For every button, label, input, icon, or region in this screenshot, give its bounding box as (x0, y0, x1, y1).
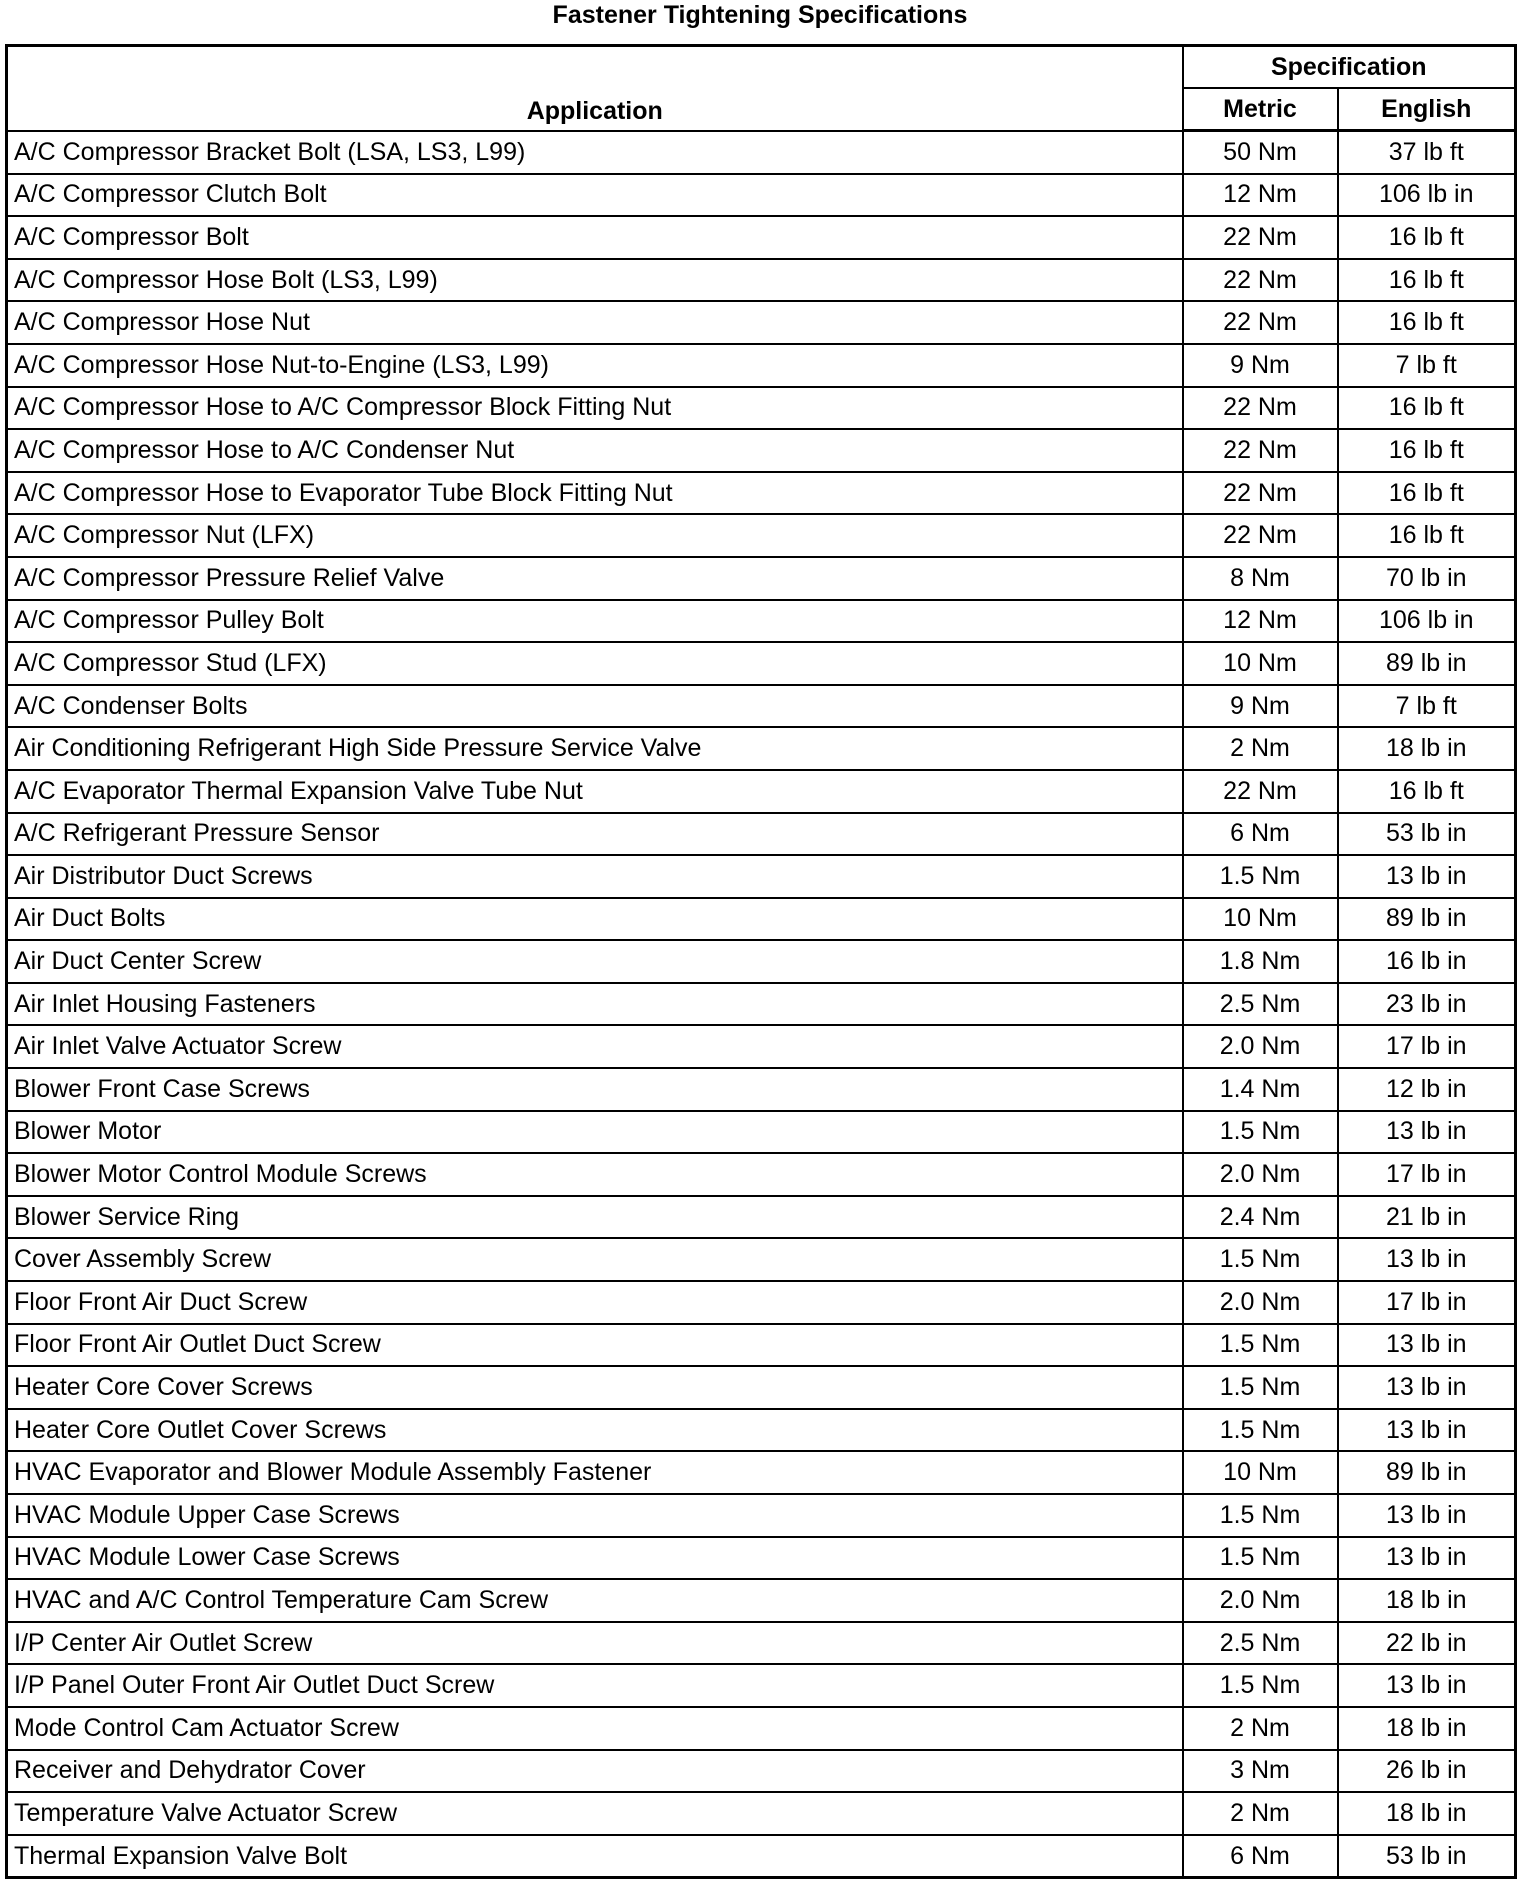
table-row (7, 472, 1516, 515)
cell-application: Blower Motor Control Module Screws (7, 1153, 1183, 1196)
cell-metric: 1.5 Nm (1183, 1366, 1338, 1409)
cell-metric: 50 Nm (1183, 131, 1338, 174)
cell-english: 13 lb in (1338, 1664, 1516, 1707)
cell-english: 106 lb in (1338, 600, 1516, 643)
table-row (7, 1451, 1516, 1494)
table-row (7, 557, 1516, 600)
cell-english: 7 lb ft (1338, 685, 1516, 728)
cell-english: 26 lb in (1338, 1750, 1516, 1793)
cell-english: 13 lb in (1338, 1366, 1516, 1409)
cell-application: A/C Evaporator Thermal Expansion Valve Tube Nut (7, 770, 1183, 813)
cell-english: 16 lb ft (1338, 429, 1516, 472)
cell-metric: 22 Nm (1183, 387, 1338, 430)
cell-metric: 22 Nm (1183, 216, 1338, 259)
cell-metric: 9 Nm (1183, 344, 1338, 387)
cell-metric: 22 Nm (1183, 301, 1338, 344)
cell-metric: 2 Nm (1183, 1707, 1338, 1750)
cell-english: 13 lb in (1338, 855, 1516, 898)
cell-english: 18 lb in (1338, 1579, 1516, 1622)
cell-english: 17 lb in (1338, 1153, 1516, 1196)
cell-application: Heater Core Outlet Cover Screws (7, 1409, 1183, 1452)
column-header-specification: Specification (1183, 46, 1516, 89)
cell-english: 13 lb in (1338, 1409, 1516, 1452)
cell-application: Cover Assembly Screw (7, 1238, 1183, 1281)
cell-metric: 2.5 Nm (1183, 983, 1338, 1026)
cell-english: 18 lb in (1338, 727, 1516, 770)
cell-metric: 6 Nm (1183, 1835, 1338, 1878)
cell-metric: 1.5 Nm (1183, 855, 1338, 898)
cell-application: A/C Condenser Bolts (7, 685, 1183, 728)
table-row (7, 131, 1516, 174)
cell-metric: 10 Nm (1183, 642, 1338, 685)
cell-application: A/C Compressor Hose Nut-to-Engine (LS3, L99) (7, 344, 1183, 387)
cell-english: 13 lb in (1338, 1324, 1516, 1367)
cell-english: 23 lb in (1338, 983, 1516, 1026)
table-row (7, 855, 1516, 898)
cell-application: A/C Compressor Nut (LFX) (7, 514, 1183, 557)
table-row (7, 259, 1516, 302)
spec-table (5, 44, 1517, 1879)
cell-application: Air Inlet Housing Fasteners (7, 983, 1183, 1026)
cell-application: A/C Compressor Hose Bolt (LS3, L99) (7, 259, 1183, 302)
table-row (7, 685, 1516, 728)
table-row (7, 387, 1516, 430)
table-row (7, 1068, 1516, 1111)
cell-english: 13 lb in (1338, 1111, 1516, 1154)
table-row (7, 1494, 1516, 1537)
table-row (7, 174, 1516, 217)
cell-application: Blower Service Ring (7, 1196, 1183, 1239)
table-row (7, 1792, 1516, 1835)
table-row (7, 1111, 1516, 1154)
table-row (7, 1579, 1516, 1622)
cell-application: Floor Front Air Outlet Duct Screw (7, 1324, 1183, 1367)
cell-application: HVAC Evaporator and Blower Module Assembly Fastener (7, 1451, 1183, 1494)
cell-metric: 9 Nm (1183, 685, 1338, 728)
cell-english: 89 lb in (1338, 898, 1516, 941)
cell-metric: 1.5 Nm (1183, 1664, 1338, 1707)
cell-english: 21 lb in (1338, 1196, 1516, 1239)
cell-metric: 10 Nm (1183, 1451, 1338, 1494)
cell-english: 18 lb in (1338, 1792, 1516, 1835)
cell-english: 16 lb ft (1338, 514, 1516, 557)
table-body (7, 131, 1516, 1878)
cell-english: 89 lb in (1338, 1451, 1516, 1494)
cell-english: 16 lb ft (1338, 387, 1516, 430)
cell-english: 16 lb ft (1338, 770, 1516, 813)
column-header-application: Application (7, 46, 1183, 131)
cell-metric: 6 Nm (1183, 813, 1338, 856)
cell-metric: 22 Nm (1183, 429, 1338, 472)
cell-metric: 2 Nm (1183, 727, 1338, 770)
cell-metric: 2.0 Nm (1183, 1153, 1338, 1196)
table-row (7, 1324, 1516, 1367)
table-row (7, 1664, 1516, 1707)
cell-application: Air Inlet Valve Actuator Screw (7, 1025, 1183, 1068)
cell-english: 17 lb in (1338, 1025, 1516, 1068)
table-row (7, 1409, 1516, 1452)
cell-english: 16 lb ft (1338, 472, 1516, 515)
table-row (7, 770, 1516, 813)
cell-metric: 3 Nm (1183, 1750, 1338, 1793)
cell-application: HVAC Module Lower Case Screws (7, 1537, 1183, 1580)
table-row (7, 813, 1516, 856)
cell-metric: 2 Nm (1183, 1792, 1338, 1835)
table-row (7, 216, 1516, 259)
column-header-metric: Metric (1183, 88, 1338, 131)
table-row (7, 940, 1516, 983)
cell-english: 16 lb in (1338, 940, 1516, 983)
cell-metric: 1.5 Nm (1183, 1409, 1338, 1452)
cell-application: Blower Motor (7, 1111, 1183, 1154)
cell-english: 22 lb in (1338, 1622, 1516, 1665)
cell-english: 53 lb in (1338, 1835, 1516, 1878)
cell-english: 12 lb in (1338, 1068, 1516, 1111)
cell-application: A/C Compressor Stud (LFX) (7, 642, 1183, 685)
cell-metric: 12 Nm (1183, 600, 1338, 643)
table-row (7, 600, 1516, 643)
cell-application: Blower Front Case Screws (7, 1068, 1183, 1111)
cell-english: 37 lb ft (1338, 131, 1516, 174)
table-row (7, 898, 1516, 941)
table-row (7, 727, 1516, 770)
cell-application: Mode Control Cam Actuator Screw (7, 1707, 1183, 1750)
cell-english: 89 lb in (1338, 642, 1516, 685)
cell-application: I/P Center Air Outlet Screw (7, 1622, 1183, 1665)
cell-application: I/P Panel Outer Front Air Outlet Duct Screw (7, 1664, 1183, 1707)
cell-metric: 2.0 Nm (1183, 1579, 1338, 1622)
page-title: Fastener Tightening Specifications (552, 1, 968, 29)
cell-application: Thermal Expansion Valve Bolt (7, 1835, 1183, 1878)
cell-application: Air Duct Center Screw (7, 940, 1183, 983)
table-row (7, 1835, 1516, 1878)
cell-metric: 1.5 Nm (1183, 1111, 1338, 1154)
table-row (7, 1153, 1516, 1196)
table-row (7, 1196, 1516, 1239)
cell-metric: 1.8 Nm (1183, 940, 1338, 983)
cell-metric: 1.5 Nm (1183, 1238, 1338, 1281)
cell-metric: 22 Nm (1183, 259, 1338, 302)
table-row (7, 1750, 1516, 1793)
cell-application: A/C Compressor Bolt (7, 216, 1183, 259)
cell-application: Air Distributor Duct Screws (7, 855, 1183, 898)
cell-english: 13 lb in (1338, 1537, 1516, 1580)
cell-metric: 1.5 Nm (1183, 1494, 1338, 1537)
cell-english: 18 lb in (1338, 1707, 1516, 1750)
cell-application: A/C Compressor Pulley Bolt (7, 600, 1183, 643)
table-row (7, 514, 1516, 557)
cell-application: A/C Compressor Bracket Bolt (LSA, LS3, L99) (7, 131, 1183, 174)
cell-english: 13 lb in (1338, 1238, 1516, 1281)
cell-english: 16 lb ft (1338, 216, 1516, 259)
cell-metric: 2.0 Nm (1183, 1025, 1338, 1068)
cell-metric: 1.5 Nm (1183, 1537, 1338, 1580)
header-row-top (7, 46, 1516, 89)
cell-application: HVAC and A/C Control Temperature Cam Screw (7, 1579, 1183, 1622)
table-row (7, 1707, 1516, 1750)
cell-metric: 12 Nm (1183, 174, 1338, 217)
cell-metric: 10 Nm (1183, 898, 1338, 941)
cell-metric: 2.4 Nm (1183, 1196, 1338, 1239)
cell-english: 53 lb in (1338, 813, 1516, 856)
cell-english: 7 lb ft (1338, 344, 1516, 387)
table-row (7, 344, 1516, 387)
table-row (7, 301, 1516, 344)
cell-application: A/C Compressor Hose to Evaporator Tube Block Fitting Nut (7, 472, 1183, 515)
cell-application: A/C Compressor Hose to A/C Compressor Block Fitting Nut (7, 387, 1183, 430)
table-row (7, 1025, 1516, 1068)
cell-english: 17 lb in (1338, 1281, 1516, 1324)
cell-application: Floor Front Air Duct Screw (7, 1281, 1183, 1324)
cell-application: A/C Compressor Hose to A/C Condenser Nut (7, 429, 1183, 472)
cell-application: A/C Refrigerant Pressure Sensor (7, 813, 1183, 856)
cell-metric: 22 Nm (1183, 514, 1338, 557)
cell-application: Heater Core Cover Screws (7, 1366, 1183, 1409)
cell-application: A/C Compressor Pressure Relief Valve (7, 557, 1183, 600)
column-header-english: English (1338, 88, 1516, 131)
table-row (7, 983, 1516, 1026)
cell-application: Air Conditioning Refrigerant High Side Pressure Service Valve (7, 727, 1183, 770)
table-header (7, 46, 1516, 131)
cell-metric: 2.0 Nm (1183, 1281, 1338, 1324)
cell-application: Receiver and Dehydrator Cover (7, 1750, 1183, 1793)
cell-english: 16 lb ft (1338, 301, 1516, 344)
cell-metric: 1.5 Nm (1183, 1324, 1338, 1367)
table-row (7, 1366, 1516, 1409)
cell-metric: 22 Nm (1183, 770, 1338, 813)
table-row (7, 1537, 1516, 1580)
cell-metric: 1.4 Nm (1183, 1068, 1338, 1111)
table-row (7, 1281, 1516, 1324)
cell-application: Temperature Valve Actuator Screw (7, 1792, 1183, 1835)
table-row (7, 429, 1516, 472)
cell-metric: 8 Nm (1183, 557, 1338, 600)
cell-application: A/C Compressor Hose Nut (7, 301, 1183, 344)
cell-application: A/C Compressor Clutch Bolt (7, 174, 1183, 217)
table-row (7, 642, 1516, 685)
cell-metric: 22 Nm (1183, 472, 1338, 515)
cell-english: 16 lb ft (1338, 259, 1516, 302)
cell-application: Air Duct Bolts (7, 898, 1183, 941)
cell-metric: 2.5 Nm (1183, 1622, 1338, 1665)
cell-application: HVAC Module Upper Case Screws (7, 1494, 1183, 1537)
cell-english: 106 lb in (1338, 174, 1516, 217)
cell-english: 13 lb in (1338, 1494, 1516, 1537)
cell-english: 70 lb in (1338, 557, 1516, 600)
table-row (7, 1622, 1516, 1665)
table-row (7, 1238, 1516, 1281)
